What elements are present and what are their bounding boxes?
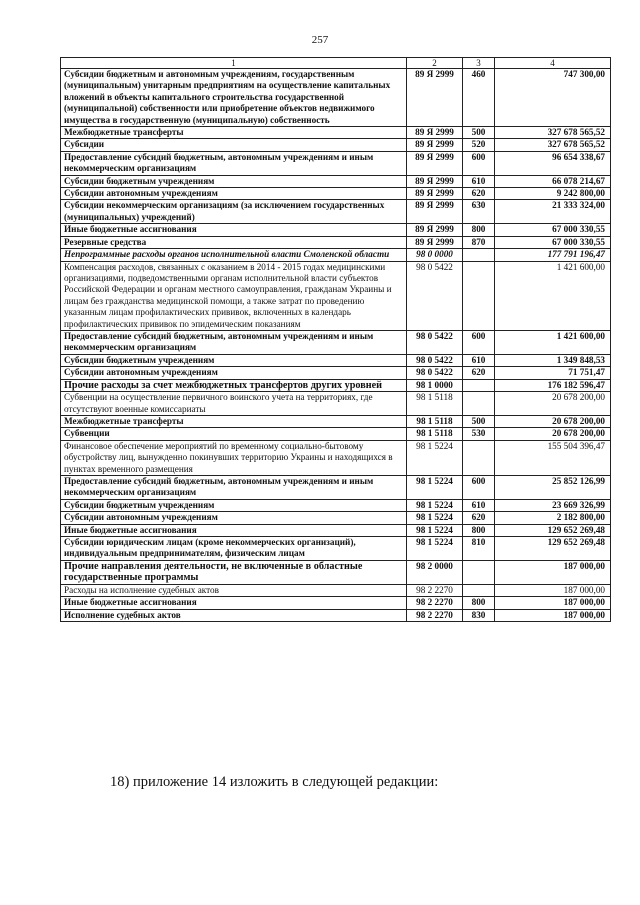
row-amount: 21 333 324,00 [495,200,611,224]
row-name: Субсидии автономным учреждениям [61,367,407,379]
row-amount: 327 678 565,52 [495,127,611,139]
row-amount: 67 000 330,55 [495,236,611,248]
row-amount: 96 654 338,67 [495,151,611,175]
row-amount: 25 852 126,99 [495,476,611,500]
header-col-type: 3 [463,58,495,69]
row-code: 98 2 2270 [407,597,463,609]
row-name: Прочие направления деятельности, не включенные в областные государственные программы [61,560,407,584]
row-type: 800 [463,224,495,236]
row-type: 620 [463,512,495,524]
row-code: 89 Я 2999 [407,236,463,248]
row-name: Предоставление субсидий бюджетным, автономным учреждениям и иным некоммерческим организациям [61,151,407,175]
row-type: 620 [463,367,495,379]
row-type: 800 [463,597,495,609]
row-name: Субсидии бюджетным и автономным учреждениям, государственным (муниципальным) унитарным предприятиям на осуществление капитальных вложений в объекты капитального строительства государственной (муниципальной) собственности или приобретение объектов недвижимого имущества в государственную (муниципальную) собственность [61,69,407,127]
table-row [61,415,611,427]
table-row [61,261,611,330]
table-row [61,236,611,248]
row-code: 98 1 5118 [407,428,463,440]
row-name: Межбюджетные трансферты [61,127,407,139]
table-row [61,151,611,175]
row-amount: 187 000,00 [495,609,611,621]
row-name: Предоставление субсидий бюджетным, автономным учреждениям и иным некоммерческим организациям [61,476,407,500]
row-code: 98 1 5224 [407,524,463,536]
page-number: 257 [311,34,329,46]
table-row [61,330,611,354]
row-amount: 1 421 600,00 [495,261,611,330]
row-type: 610 [463,354,495,366]
row-amount: 187 000,00 [495,560,611,584]
row-amount: 129 652 269,48 [495,537,611,561]
row-code: 98 2 2270 [407,585,463,597]
table-row [61,379,611,392]
row-type [463,379,495,392]
row-code: 98 0 5422 [407,354,463,366]
row-amount: 1 349 848,53 [495,354,611,366]
table-row [61,609,611,621]
table-row [61,367,611,379]
row-code: 89 Я 2999 [407,200,463,224]
table-row [61,512,611,524]
row-name: Субсидии бюджетным учреждениям [61,354,407,366]
row-code: 98 1 5224 [407,537,463,561]
row-name: Прочие расходы за счет межбюджетных трансфертов других уровней [61,379,407,392]
row-amount: 327 678 565,52 [495,139,611,151]
table-row [61,585,611,597]
row-name: Расходы на исполнение судебных актов [61,585,407,597]
table-row [61,200,611,224]
row-type: 610 [463,499,495,511]
row-name: Субсидии бюджетным учреждениям [61,175,407,187]
table-row [61,354,611,366]
header-col-name: 1 [61,58,407,69]
row-name: Субсидии юридическим лицам (кроме некоммерческих организаций), индивидуальным предпринимателям, физическим лицам [61,537,407,561]
row-type: 600 [463,330,495,354]
header-col-amount: 4 [495,58,611,69]
row-code: 98 0 0000 [407,249,463,261]
budget-table [60,57,611,622]
table-header-row [61,58,611,69]
row-amount: 155 504 396,47 [495,440,611,475]
row-type: 810 [463,537,495,561]
row-code: 98 1 5118 [407,415,463,427]
row-code: 89 Я 2999 [407,127,463,139]
row-type: 500 [463,127,495,139]
table-row [61,69,611,127]
row-code: 98 1 5224 [407,512,463,524]
row-amount: 747 300,00 [495,69,611,127]
row-amount: 23 669 326,99 [495,499,611,511]
row-name: Исполнение судебных актов [61,609,407,621]
table-row [61,499,611,511]
table-row [61,524,611,536]
row-name: Субвенции на осуществление первичного воинского учета на территориях, где отсутствуют военные комиссариаты [61,392,407,416]
row-name: Иные бюджетные ассигнования [61,524,407,536]
table-row [61,597,611,609]
row-amount: 177 791 196,47 [495,249,611,261]
row-type: 520 [463,139,495,151]
row-type: 630 [463,200,495,224]
row-amount: 129 652 269,48 [495,524,611,536]
row-amount: 67 000 330,55 [495,224,611,236]
header-col-code: 2 [407,58,463,69]
row-code: 98 0 5422 [407,330,463,354]
row-type: 600 [463,476,495,500]
row-name: Иные бюджетные ассигнования [61,224,407,236]
table-row [61,175,611,187]
table-row [61,428,611,440]
row-type: 830 [463,609,495,621]
row-code: 98 1 5118 [407,392,463,416]
row-code: 89 Я 2999 [407,151,463,175]
row-name: Финансовое обеспечение мероприятий по временному социально-бытовому обустройству лиц, вынужденно покинувших территорию Украины и находящихся в пунктах временного размещения [61,440,407,475]
row-code: 89 Я 2999 [407,69,463,127]
table-row [61,188,611,200]
row-code: 89 Я 2999 [407,175,463,187]
row-name: Непрограммные расходы органов исполнительной власти Смоленской области [61,249,407,261]
row-code: 89 Я 2999 [407,188,463,200]
row-type: 600 [463,151,495,175]
row-type [463,261,495,330]
row-code: 98 1 0000 [407,379,463,392]
row-type: 530 [463,428,495,440]
row-name: Резервные средства [61,236,407,248]
row-type [463,392,495,416]
table-row [61,537,611,561]
row-name: Иные бюджетные ассигнования [61,597,407,609]
row-name: Субсидии некоммерческим организациям (за исключением государственных (муниципальных) учреждений) [61,200,407,224]
row-name: Предоставление субсидий бюджетным, автономным учреждениям и иным некоммерческим организациям [61,330,407,354]
table-row [61,476,611,500]
table-row [61,139,611,151]
row-code: 98 1 5224 [407,476,463,500]
row-code: 98 1 5224 [407,499,463,511]
row-name: Межбюджетные трансферты [61,415,407,427]
row-amount: 187 000,00 [495,585,611,597]
row-amount: 2 182 800,00 [495,512,611,524]
row-type [463,440,495,475]
row-type: 800 [463,524,495,536]
row-amount: 1 421 600,00 [495,330,611,354]
row-type [463,560,495,584]
table-row [61,560,611,584]
row-amount: 187 000,00 [495,597,611,609]
table-row [61,249,611,261]
row-amount: 9 242 800,00 [495,188,611,200]
row-code: 98 2 0000 [407,560,463,584]
table-row [61,127,611,139]
table-row [61,392,611,416]
row-amount: 176 182 596,47 [495,379,611,392]
row-amount: 66 078 214,67 [495,175,611,187]
row-type: 460 [463,69,495,127]
row-code: 98 0 5422 [407,367,463,379]
row-code: 98 2 2270 [407,609,463,621]
row-amount: 71 751,47 [495,367,611,379]
row-code: 89 Я 2999 [407,224,463,236]
table-row [61,224,611,236]
row-code: 98 0 5422 [407,261,463,330]
row-amount: 20 678 200,00 [495,428,611,440]
row-name: Субсидии [61,139,407,151]
row-name: Субсидии автономным учреждениям [61,512,407,524]
row-code: 98 1 5224 [407,440,463,475]
row-type [463,249,495,261]
row-code: 89 Я 2999 [407,139,463,151]
row-type: 610 [463,175,495,187]
row-amount: 20 678 200,00 [495,415,611,427]
row-type: 500 [463,415,495,427]
row-type: 870 [463,236,495,248]
row-name: Компенсация расходов, связанных с оказанием в 2014 - 2015 годах медицинскими организациями, подведомственными органам исполнительной власти субъектов Российской Федерации и органам местного самоуправления, гражданам Украины и лицам без гражданства медицинской помощи, а также затрат по проведению указанным лицам профилактических прививок, включенных в календарь профилактических прививок по эпидемическим показаниям [61,261,407,330]
row-name: Субсидии автономным учреждениям [61,188,407,200]
row-amount: 20 678 200,00 [495,392,611,416]
row-name: Субсидии бюджетным учреждениям [61,499,407,511]
row-type: 620 [463,188,495,200]
row-type [463,585,495,597]
table-row [61,440,611,475]
footer-note: 18) приложение 14 изложить в следующей редакции: [110,774,439,790]
row-name: Субвенции [61,428,407,440]
